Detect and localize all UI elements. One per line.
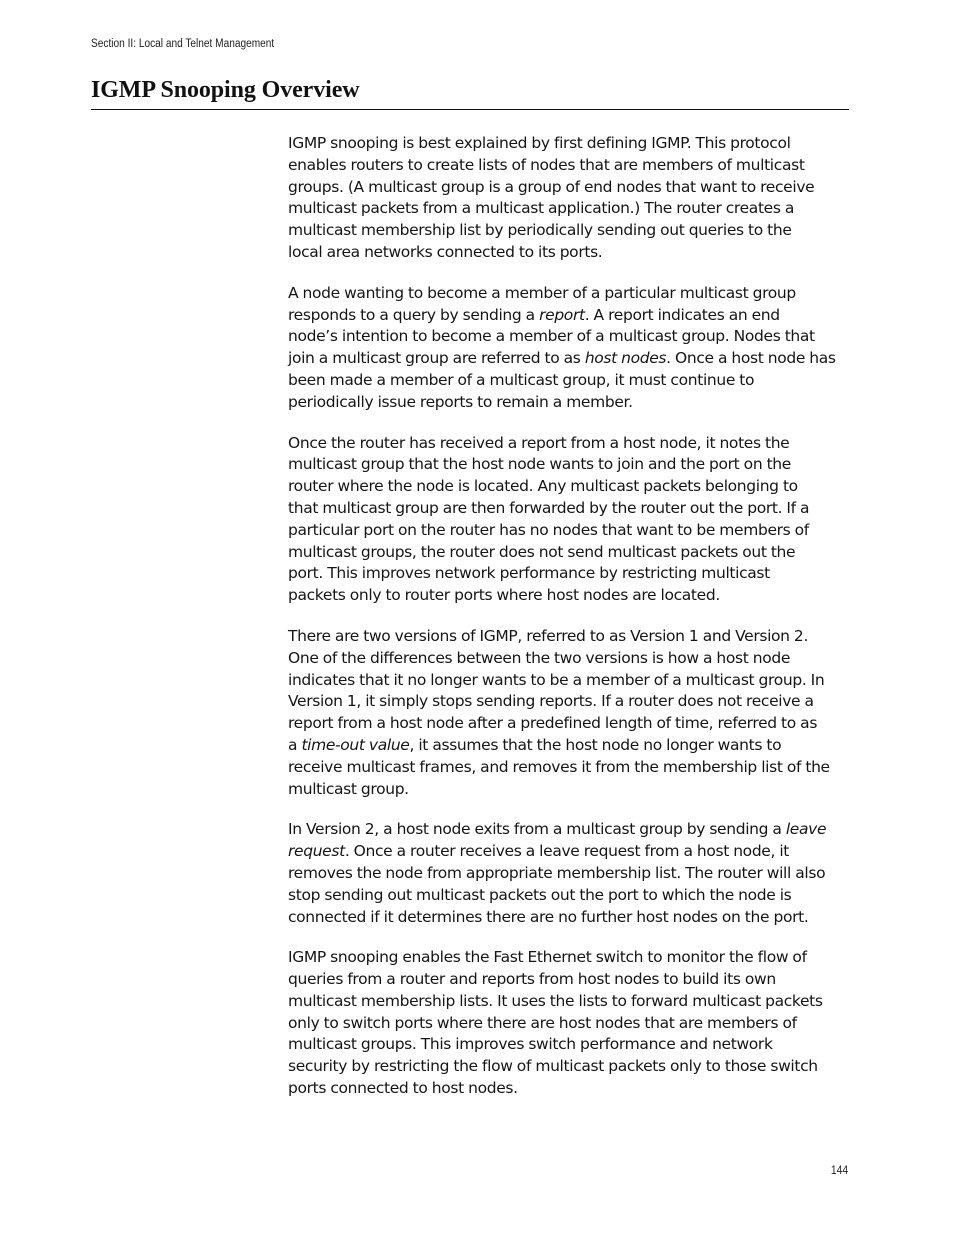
- text-line: [288, 563, 850, 585]
- text-run: that multicast group are then forwarded by the router out the port. If a: [288, 498, 810, 517]
- body-text: [288, 133, 850, 1119]
- text-line: [288, 1056, 850, 1078]
- text-run: queries from a router and reports from host nodes to build its own: [288, 970, 776, 989]
- text-line: [288, 476, 850, 498]
- paragraph: [288, 433, 850, 607]
- paragraph: [288, 133, 850, 264]
- text-line: [288, 283, 850, 305]
- text-run: enables routers to create lists of nodes that are members of multicast: [288, 155, 805, 174]
- text-line: [288, 585, 850, 607]
- text-line: [288, 155, 850, 177]
- text-line: [288, 520, 850, 542]
- text-line: [288, 757, 850, 779]
- text-line: [288, 433, 850, 455]
- text-line: [288, 305, 850, 327]
- emphasized-term: leave: [785, 820, 827, 839]
- text-line: [288, 947, 850, 969]
- text-run: There are two versions of IGMP, referred to as Version 1 and Version 2.: [288, 626, 809, 645]
- text-run: . A report indicates an end: [584, 305, 780, 324]
- paragraph: [288, 626, 850, 800]
- text-run: multicast groups. This improves switch performance and network: [288, 1035, 773, 1054]
- text-line: [288, 819, 850, 841]
- text-run: multicast group that the host node wants to join and the port on the: [288, 455, 791, 474]
- text-run: local area networks connected to its ports.: [288, 242, 603, 261]
- text-line: [288, 841, 850, 863]
- text-line: [288, 670, 850, 692]
- text-run: Once the router has received a report from a host node, it notes the: [288, 433, 790, 452]
- text-line: [288, 691, 850, 713]
- text-run: only to switch ports where there are host nodes that are members of: [288, 1013, 797, 1032]
- text-line: [288, 907, 850, 929]
- text-line: [288, 220, 850, 242]
- text-line: [288, 542, 850, 564]
- text-run: groups. (A multicast group is a group of end nodes that want to receive: [288, 177, 815, 196]
- text-line: [288, 1013, 850, 1035]
- text-run: One of the differences between the two versions is how a host node: [288, 648, 791, 667]
- text-line: [288, 133, 850, 155]
- text-line: [288, 991, 850, 1013]
- text-run: node’s intention to become a member of a multicast group. Nodes that: [288, 327, 815, 346]
- text-run: IGMP snooping enables the Fast Ethernet switch to monitor the flow of: [288, 948, 807, 967]
- emphasized-term: report: [539, 305, 585, 324]
- text-run: join a multicast group are referred to as: [288, 349, 585, 368]
- text-run: security by restricting the flow of multicast packets only to those switch: [288, 1057, 818, 1076]
- text-run: ports connected to host nodes.: [288, 1079, 518, 1098]
- text-line: [288, 348, 850, 370]
- text-run: connected if it determines there are no further host nodes on the port.: [288, 907, 809, 926]
- text-run: responds to a query by sending a: [288, 305, 540, 324]
- emphasized-term: host nodes: [584, 349, 667, 368]
- text-run: periodically issue reports to remain a member.: [288, 392, 633, 411]
- text-line: [288, 498, 850, 520]
- text-line: [288, 779, 850, 801]
- text-line: [288, 454, 850, 476]
- text-run: stop sending out multicast packets out the port to which the node is: [288, 885, 792, 904]
- text-run: particular port on the router has no nodes that want to be members of: [288, 520, 809, 539]
- text-run: multicast group.: [288, 779, 409, 798]
- text-line: [288, 392, 850, 414]
- emphasized-term: time-out value: [301, 735, 410, 754]
- page-number: 144: [830, 1165, 848, 1177]
- text-line: [288, 885, 850, 907]
- text-run: A node wanting to become a member of a particular multicast group: [288, 283, 796, 302]
- text-run: receive multicast frames, and removes it from the membership list of the: [288, 757, 830, 776]
- text-run: port. This improves network performance by restricting multicast: [288, 564, 770, 583]
- text-line: [288, 370, 850, 392]
- text-run: multicast membership lists. It uses the lists to forward multicast packets: [288, 991, 823, 1010]
- paragraph: [288, 947, 850, 1100]
- text-run: , it assumes that the host node no longer wants to: [409, 735, 782, 754]
- text-line: [288, 326, 850, 348]
- text-run: multicast packets from a multicast application.) The router creates a: [288, 199, 795, 218]
- text-run: removes the node from appropriate membership list. The router will also: [288, 863, 826, 882]
- text-run: router where the node is located. Any multicast packets belonging to: [288, 477, 798, 496]
- text-line: [288, 969, 850, 991]
- title-rule: [91, 109, 849, 110]
- text-run: . Once a router receives a leave request from a host node, it: [344, 842, 790, 861]
- text-line: [288, 735, 850, 757]
- paragraph: [288, 819, 850, 928]
- emphasized-term: request: [288, 842, 345, 861]
- text-line: [288, 1034, 850, 1056]
- text-run: multicast groups, the router does not send multicast packets out the: [288, 542, 796, 561]
- text-line: [288, 648, 850, 670]
- text-run: a: [288, 735, 302, 754]
- text-run: In Version 2, a host node exits from a multicast group by sending a: [288, 820, 786, 839]
- text-line: [288, 1078, 850, 1100]
- text-run: Version 1, it simply stops sending reports. If a router does not receive a: [288, 692, 814, 711]
- text-line: [288, 863, 850, 885]
- text-line: [288, 198, 850, 220]
- text-line: [288, 242, 850, 264]
- text-run: packets only to router ports where host nodes are located.: [288, 586, 720, 605]
- text-run: multicast membership list by periodically sending out queries to the: [288, 221, 792, 240]
- page-title: IGMP Snooping Overview: [91, 77, 360, 103]
- text-run: report from a host node after a predefined length of time, referred to as: [288, 714, 818, 733]
- text-run: IGMP snooping is best explained by first defining IGMP. This protocol: [288, 134, 791, 152]
- text-line: [288, 713, 850, 735]
- paragraph: [288, 283, 850, 414]
- text-line: [288, 177, 850, 199]
- text-line: [288, 626, 850, 648]
- running-header: Section II: Local and Telnet Management: [91, 38, 275, 50]
- text-run: indicates that it no longer wants to be a member of a multicast group. In: [288, 670, 825, 689]
- text-run: been made a member of a multicast group, it must continue to: [288, 370, 755, 389]
- text-run: . Once a host node has: [666, 349, 836, 368]
